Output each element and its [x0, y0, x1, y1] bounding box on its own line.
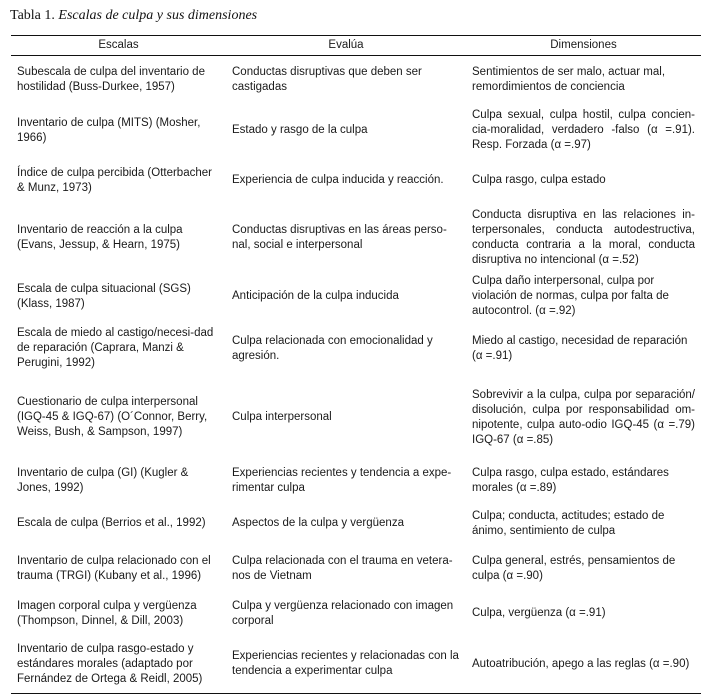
cell-dimensiones: Sobrevivir a la culpa, culpa por separación/ disolución, culpa por responsabilidad om-nipotente, culpa auto-odio IGQ-45 (α =.79) IGQ-67 (α =.85): [472, 388, 695, 446]
cell-escala: Inventario de culpa (MITS) (Mosher, 1966): [17, 116, 201, 144]
table-row: [11, 636, 701, 694]
table-header-row: [11, 36, 701, 56]
cell-dimensiones: Culpa sexual, culpa hostil, culpa concien-cia-moralidad, verdadero -falso (α =.91). Resp. Forzada (α =.97): [472, 109, 695, 151]
header-dimensiones: Dimensiones: [466, 36, 701, 56]
cell-escala: Índice de culpa percibida (Otterbacher & Munz, 1973): [17, 166, 212, 194]
cell-evalua: Experiencias recientes y tendencia a expe-rimentar culpa: [232, 466, 452, 494]
table-row: [11, 204, 701, 272]
cell-dimensiones: Conducta disruptiva en las relaciones in-terpersonales, conducta autodestructiva, conducta contraria a la moral, conducta disruptiva no intencional (α =.52): [472, 208, 695, 266]
cell-evalua: Culpa interpersonal: [232, 411, 332, 423]
cell-escala: Escala de miedo al castigo/necesi-dad de reparación (Caprara, Manzi & Perugini, 1992): [17, 327, 214, 369]
cell-evalua: Estado y rasgo de la culpa: [232, 124, 368, 136]
cell-escala: Subescala de culpa del inventario de hostilidad (Buss-Durkee, 1957): [17, 65, 205, 93]
header-evalua: Evalúa: [226, 36, 466, 56]
cell-escala: Inventario de culpa relacionado con el trauma (TRGI) (Kubany et al., 1996): [17, 554, 211, 582]
table-row: [11, 592, 701, 636]
cell-dimensiones: Culpa rasgo, culpa estado: [472, 174, 606, 186]
cell-evalua: Anticipación de la culpa inducida: [232, 290, 399, 302]
table-row: [11, 104, 701, 158]
table-body: [11, 56, 701, 694]
table-caption: [10, 8, 257, 24]
cell-escala: Escala de culpa (Berrios et al., 1992): [17, 517, 206, 529]
cell-escala: Escala de culpa situacional (SGS) (Klass, 1987): [17, 282, 191, 310]
table-row: [11, 322, 701, 376]
cell-dimensiones: Culpa rasgo, culpa estado, estándares morales (α =.89): [472, 466, 669, 494]
cell-dimensiones: Culpa daño interpersonal, culpa por violación de normas, culpa por falta de autocontrol. (α =.92): [472, 275, 669, 317]
cell-evalua: Experiencia de culpa inducida y reacción.: [232, 174, 444, 186]
cell-evalua: Conductas disruptivas en las áreas perso-nal, social e interpersonal: [232, 223, 447, 251]
caption-title: Escalas de culpa y sus dimensiones: [58, 8, 258, 23]
cell-dimensiones: Miedo al castigo, necesidad de reparación (α =.91): [472, 334, 688, 362]
cell-evalua: Aspectos de la culpa y vergüenza: [232, 517, 404, 529]
cell-escala: Imagen corporal culpa y vergüenza (Thompson, Dinnel, & Dill, 2003): [17, 599, 197, 627]
header-escalas: Escalas: [11, 36, 226, 56]
cell-escala: Cuestionario de culpa interpersonal (IGQ-45 & IGQ-67) (O´Connor, Berry, Weiss, Bush, & Sampson, 1997): [17, 396, 208, 438]
table-row: [11, 376, 701, 460]
cell-escala: Inventario de reacción a la culpa (Evans, Jessup, & Hearn, 1975): [17, 223, 183, 251]
caption-label: Tabla 1.: [10, 8, 55, 23]
cell-dimensiones: Culpa; conducta, actitudes; estado de ánimo, sentimiento de culpa: [472, 509, 665, 537]
cell-evalua: Experiencias recientes y relacionadas con la tendencia a experimentar culpa: [226, 636, 466, 694]
table-row: [11, 460, 701, 502]
cell-evalua: Culpa relacionada con el trauma en vetera-nos de Vietnam: [232, 554, 453, 582]
table-row: [11, 56, 701, 104]
cell-escala: Inventario de culpa rasgo-estado y estándares morales (adaptado por Fernández de Ortega & Reidl, 2005): [11, 636, 226, 694]
cell-dimensiones: Autoatribución, apego a las reglas (α =.90): [466, 636, 701, 694]
cell-escala: Inventario de culpa (GI) (Kugler & Jones, 1992): [17, 466, 189, 494]
cell-dimensiones: Culpa general, estrés, pensamientos de culpa (α =.90): [472, 554, 676, 582]
scales-table-container: [11, 35, 701, 694]
cell-dimensiones: Sentimientos de ser malo, actuar mal, remordimientos de conciencia: [472, 65, 666, 93]
cell-evalua: Culpa y vergüenza relacionado con imagen corporal: [232, 599, 454, 627]
cell-evalua: Culpa relacionada con emocionalidad y agresión.: [232, 334, 433, 362]
scales-table: [11, 35, 701, 694]
cell-dimensiones: Culpa, vergüenza (α =.91): [472, 607, 606, 619]
table-row: [11, 502, 701, 546]
table-row: [11, 272, 701, 322]
table-row: [11, 158, 701, 204]
table-row: [11, 546, 701, 592]
cell-evalua: Conductas disruptivas que deben ser castigadas: [232, 65, 422, 93]
